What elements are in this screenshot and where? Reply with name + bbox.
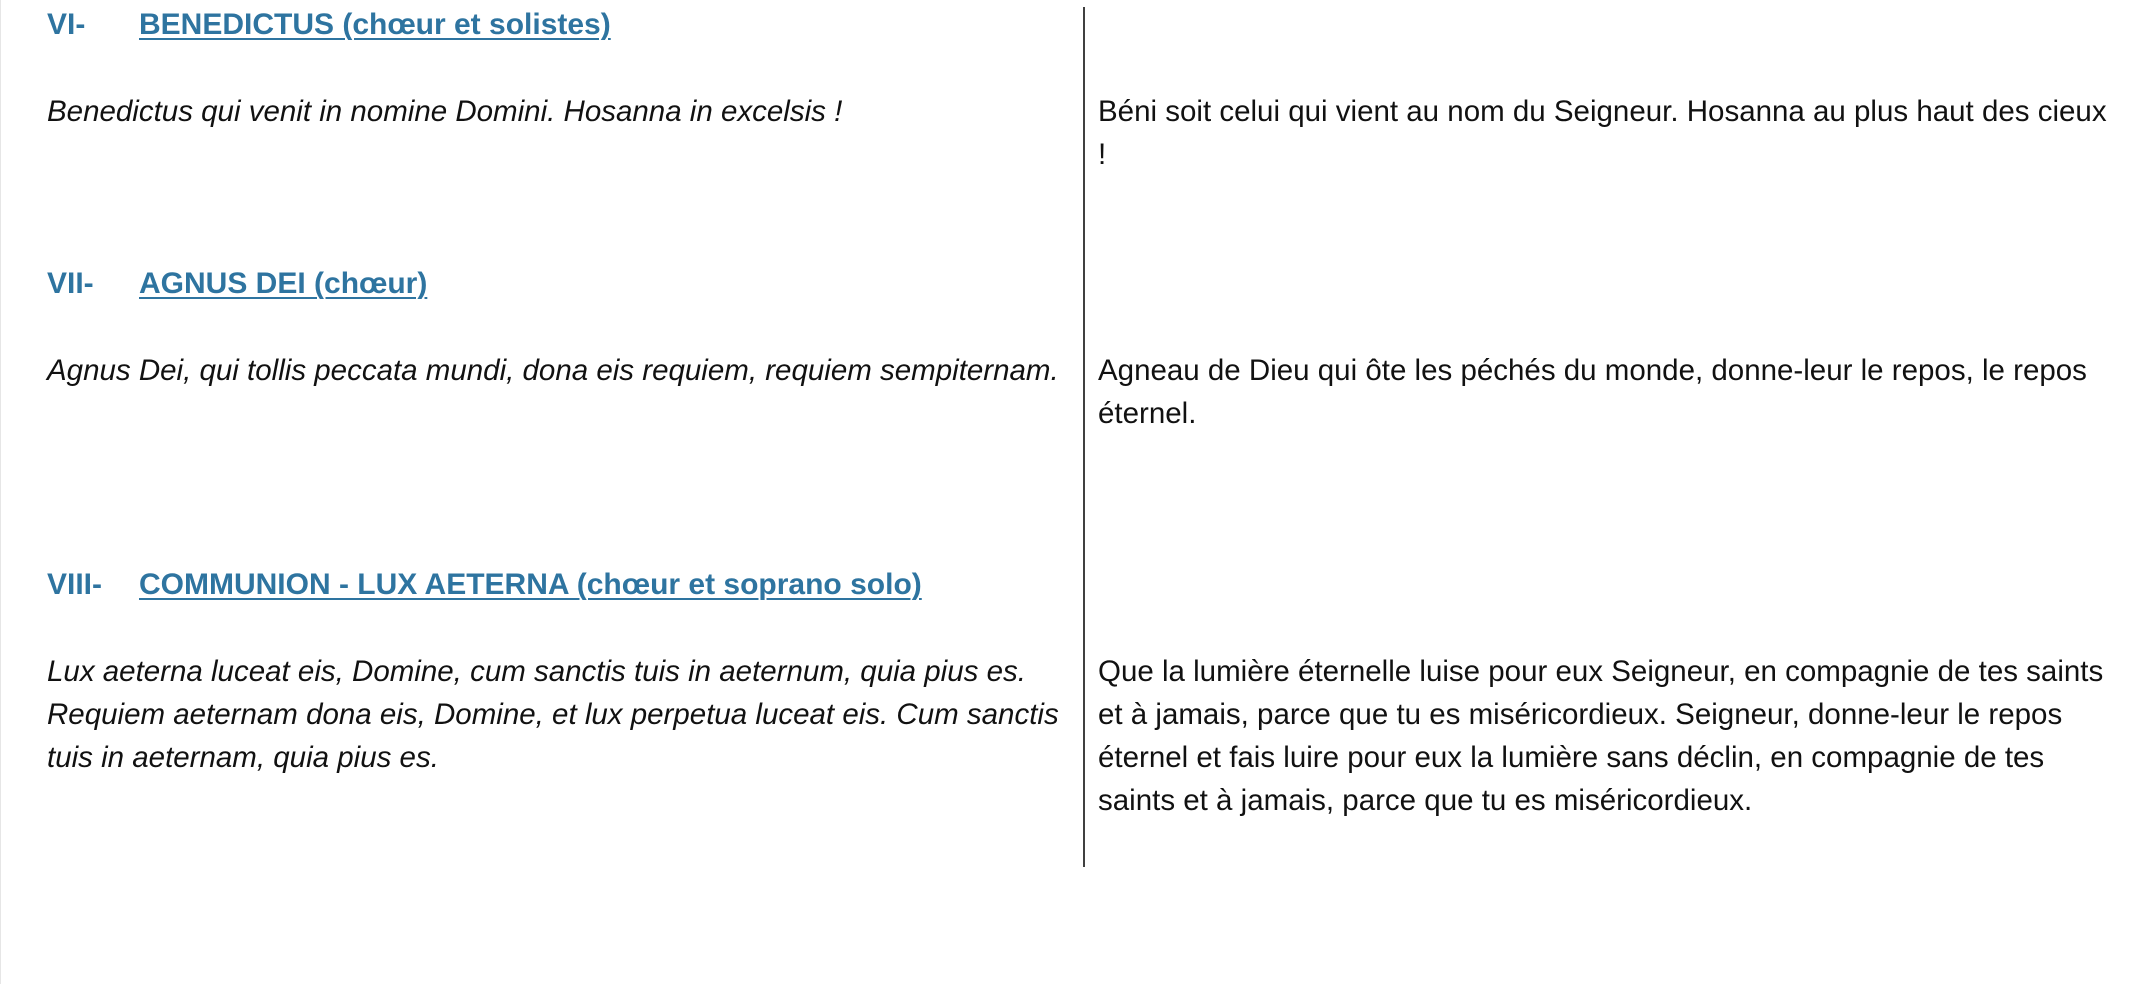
section-title: COMMUNION - LUX AETERNA (chœur et soprano solo) <box>139 568 922 601</box>
section-number: VI- <box>47 8 86 41</box>
french-text-agnus-dei: Agneau de Dieu qui ôte les péchés du monde, donne-leur le repos, le repos éternel. <box>1098 354 2087 430</box>
column-divider <box>1083 7 1085 867</box>
section-heading-communion <box>47 567 922 603</box>
section-heading-benedictus <box>47 7 611 43</box>
latin-text-communion: Lux aeterna luceat eis, Domine, cum sanctis tuis in aeternum, quia pius es. Requiem aeternam dona eis, Domine, et lux perpetua luceat eis. Cum sanctis tuis in aeternam, quia pius es. <box>47 655 1059 774</box>
french-text-communion: Que la lumière éternelle luise pour eux Seigneur, en compagnie de tes saints et à jamais, parce que tu es miséricordieux. Seigneur, donne-leur le repos éternel et fais luire pour eux la lumière sans déclin, en compagnie de tes saints et à jamais, parce que tu es miséricordieux. <box>1098 655 2104 817</box>
french-text-benedictus: Béni soit celui qui vient au nom du Seigneur. Hosanna au plus haut des cieux ! <box>1098 95 2107 171</box>
page-edge <box>0 0 1 984</box>
latin-text-benedictus: Benedictus qui venit in nomine Domini. Hosanna in excelsis ! <box>47 95 843 128</box>
section-title: BENEDICTUS (chœur et solistes) <box>139 8 611 41</box>
section-heading-agnus-dei <box>47 266 427 302</box>
section-title: AGNUS DEI (chœur) <box>139 267 428 300</box>
section-number: VIII- <box>47 568 103 601</box>
section-number: VII- <box>47 267 94 300</box>
latin-text-agnus-dei: Agnus Dei, qui tollis peccata mundi, dona eis requiem, requiem sempiternam. <box>47 354 1059 387</box>
